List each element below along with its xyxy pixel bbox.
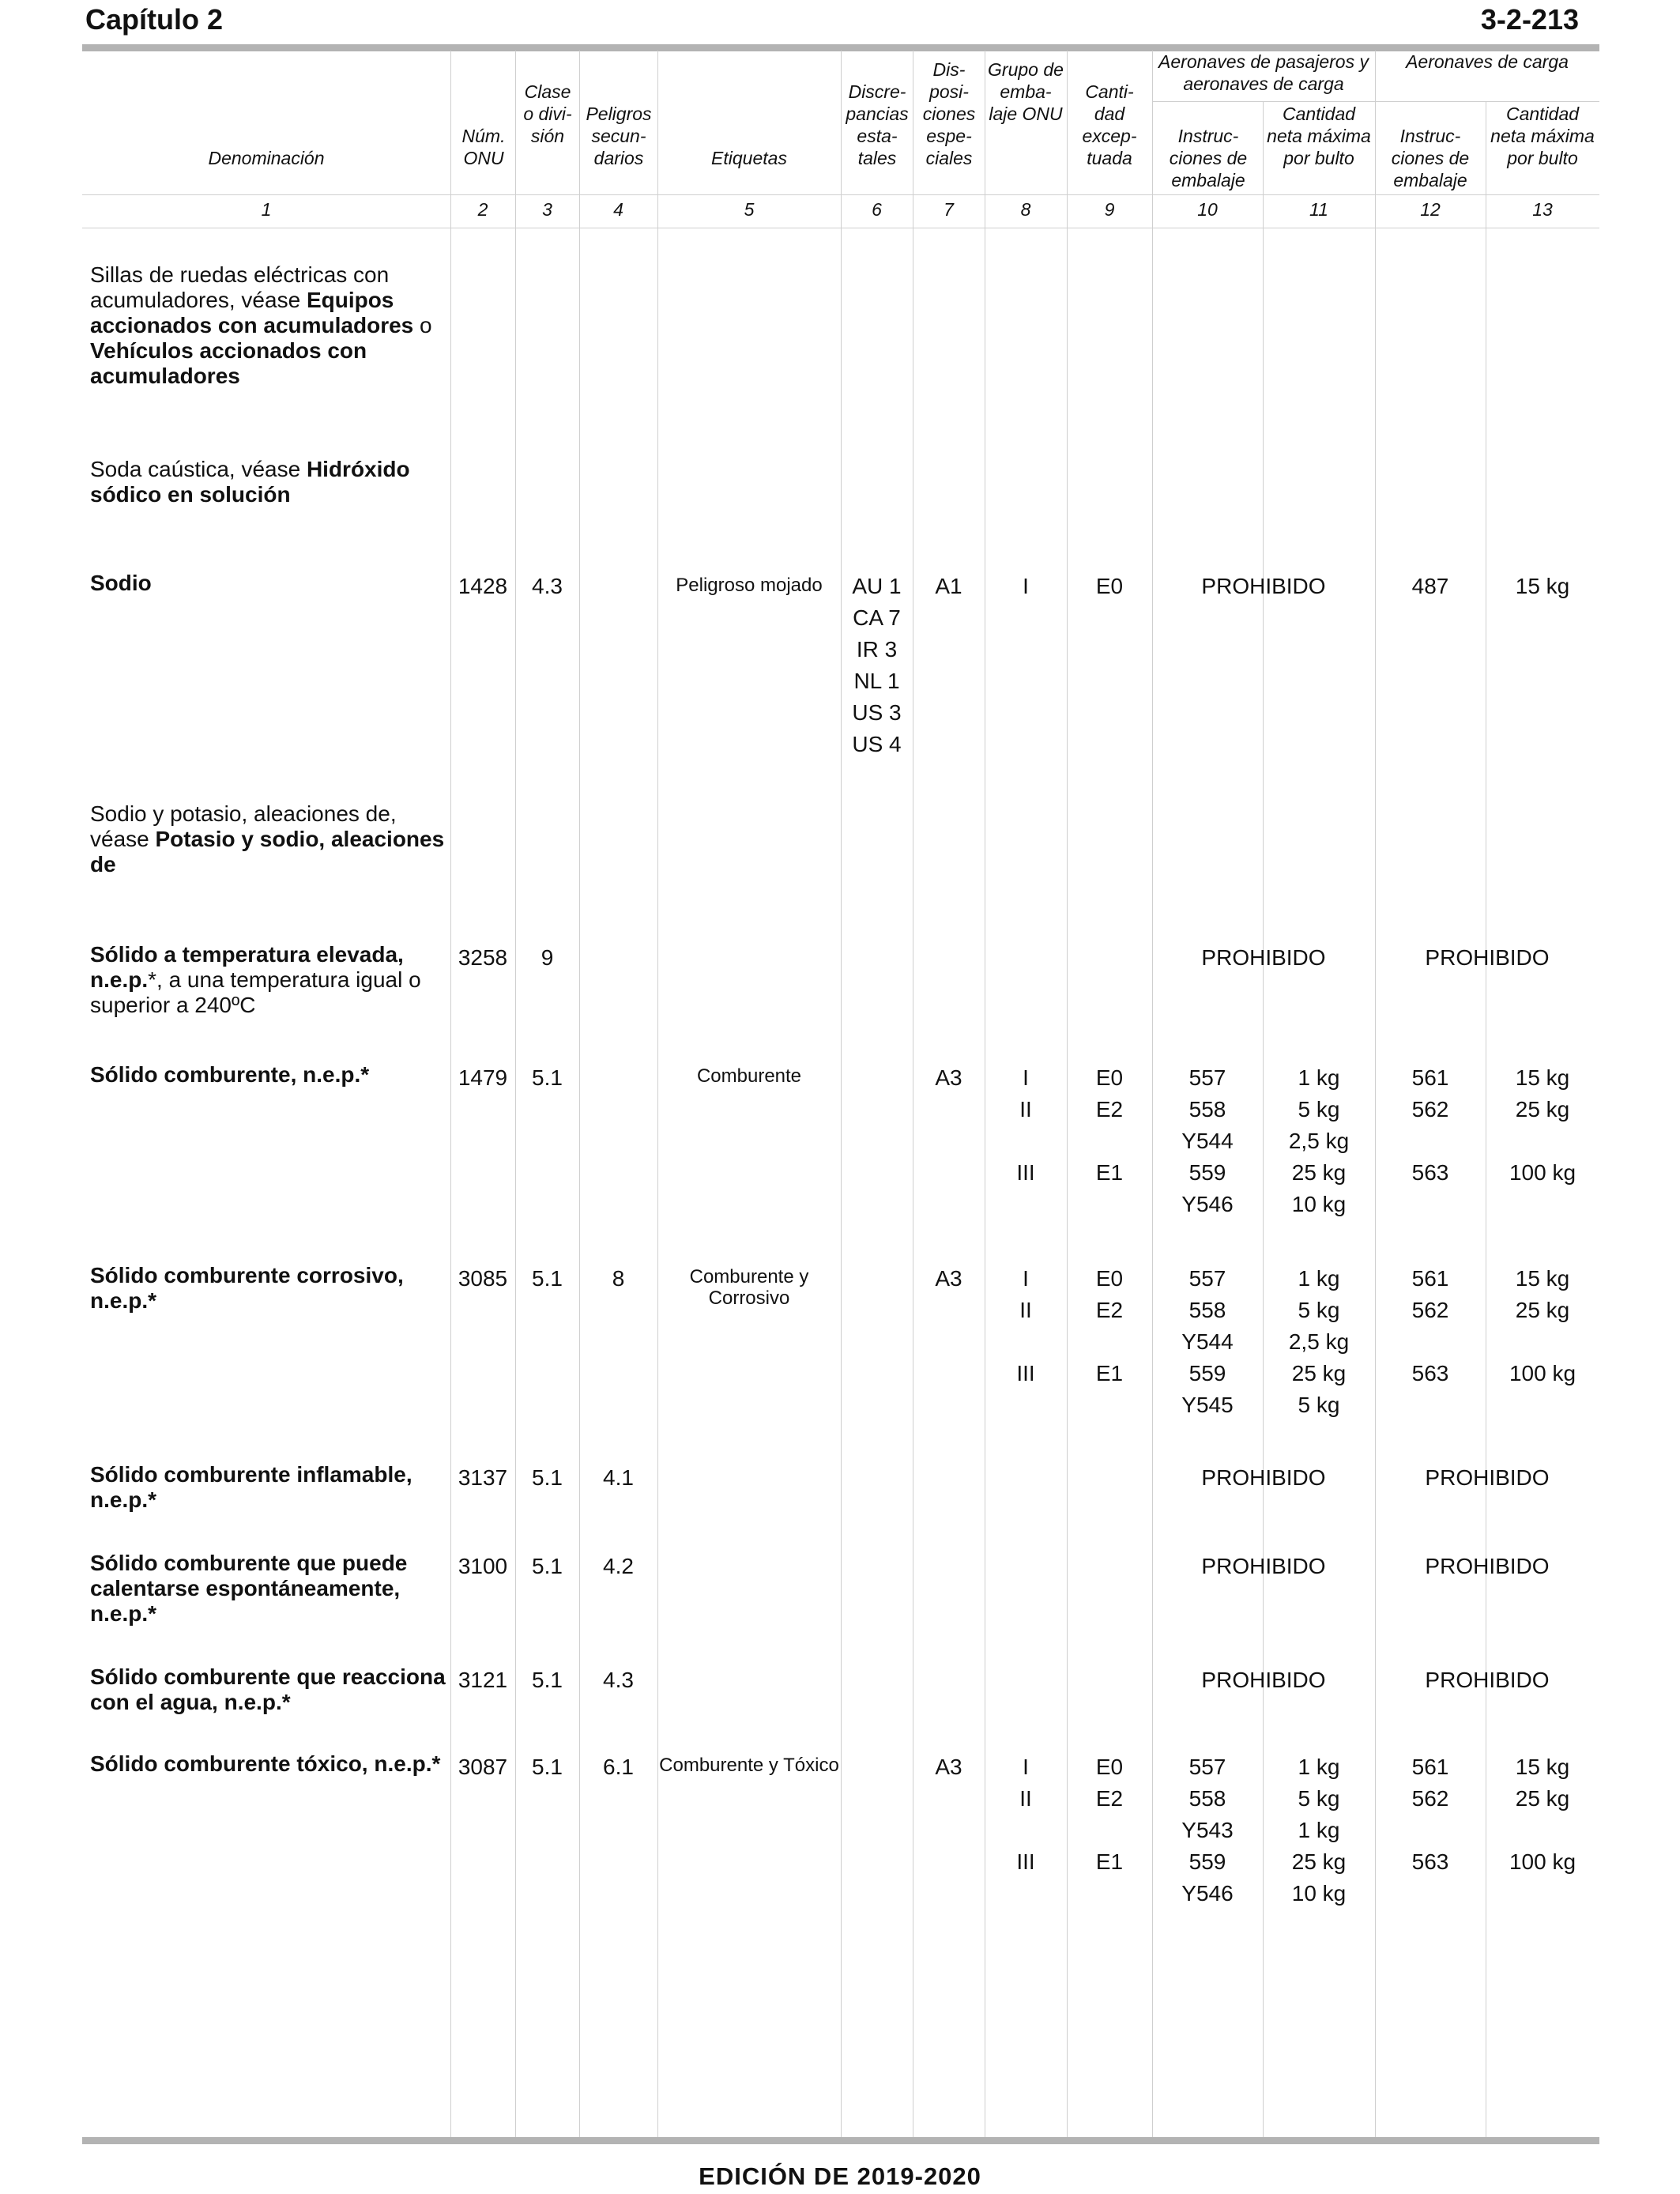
solido-temp-pasajeros-prohibido: PROHIBIDO bbox=[1201, 945, 1326, 970]
comb-cal-peligros: 4.2 bbox=[603, 1554, 634, 1578]
col-number: 10 bbox=[1197, 199, 1218, 220]
page-number: 3-2-213 bbox=[1480, 3, 1579, 36]
comb-agua-peligros: 4.3 bbox=[603, 1668, 634, 1692]
comb-corr-pasajeros-cantidad: 1 kg 5 kg 2,5 kg 25 kg 5 kg bbox=[1288, 1266, 1350, 1417]
comb-infl-peligros: 4.1 bbox=[603, 1465, 634, 1490]
col-divider bbox=[657, 51, 658, 2137]
sodio-carga-instrucciones: 487 bbox=[1411, 574, 1449, 598]
col-header-denominacion: Denominación bbox=[208, 148, 325, 168]
comb-carga-instrucciones: 561 562 563 bbox=[1411, 1065, 1449, 1185]
bottom-rule bbox=[82, 2137, 1599, 2144]
comb-infl-un: 3137 bbox=[458, 1465, 508, 1490]
col-header-etiquetas: Etiquetas bbox=[711, 148, 787, 168]
comb-tox-pasajeros-instrucciones: 557 558 Y543 559 Y546 bbox=[1181, 1755, 1234, 1906]
col-number: 2 bbox=[477, 199, 488, 220]
comb-infl-clase: 5.1 bbox=[532, 1465, 563, 1490]
edition-footer: EDICIÓN DE 2019-2020 bbox=[699, 2162, 981, 2190]
comb-agua-un: 3121 bbox=[458, 1668, 508, 1692]
col-number: 11 bbox=[1309, 199, 1328, 220]
col-divider bbox=[579, 51, 580, 2137]
comb-tox-carga-instrucciones: 561 562 563 bbox=[1411, 1755, 1449, 1874]
comb-corr-pasajeros-instrucciones: 557 558 Y544 559 Y545 bbox=[1181, 1266, 1234, 1417]
col-header-disposiciones: Dis- posi- ciones espe- ciales bbox=[922, 59, 976, 168]
entry-sodio-denominacion: Sodio bbox=[90, 571, 152, 595]
col-header-discrepancias: Discre- pancias esta- tales bbox=[846, 81, 909, 168]
chapter-title: Capítulo 2 bbox=[85, 3, 224, 36]
comb-corr-clase: 5.1 bbox=[532, 1266, 563, 1291]
sodio-carga-cantidad: 15 kg bbox=[1515, 574, 1570, 598]
sodio-disposiciones: A1 bbox=[935, 574, 962, 598]
entry-comb-infl-denominacion: Sólido comburente inflamable, n.e.p.* bbox=[90, 1462, 412, 1512]
comb-pasajeros-instrucciones: 557 558 Y544 559 Y546 bbox=[1181, 1065, 1234, 1216]
entry-comb-corr-denominacion: Sólido comburente corrosivo, n.e.p.* bbox=[90, 1263, 404, 1313]
col-number: 9 bbox=[1104, 199, 1115, 220]
col-number: 12 bbox=[1420, 199, 1441, 220]
col-number: 7 bbox=[944, 199, 954, 220]
col-header-num-onu: Núm. ONU bbox=[461, 126, 506, 168]
comb-tox-cantidad-exceptuada: E0 E2 E1 bbox=[1095, 1755, 1124, 1874]
comb-tox-etiqueta: Comburente y Tóxico bbox=[659, 1755, 839, 1776]
comb-agua-clase: 5.1 bbox=[532, 1668, 563, 1692]
comb-infl-carga-prohibido: PROHIBIDO bbox=[1425, 1465, 1550, 1490]
entry-solido-temp-denominacion: Sólido a temperatura elevada, n.e.p.*, a una temperatura igual o superior a 240ºC bbox=[90, 942, 421, 1017]
col-header-grupo-embalaje: Grupo de emba- laje ONU bbox=[988, 59, 1064, 124]
comb-clase: 5.1 bbox=[532, 1065, 563, 1090]
comb-tox-pasajeros-cantidad: 1 kg 5 kg 1 kg 25 kg 10 kg bbox=[1291, 1755, 1347, 1906]
sodio-grupo: I bbox=[1023, 574, 1029, 598]
entry-comb-tox-denominacion: Sólido comburente tóxico, n.e.p.* bbox=[90, 1751, 441, 1776]
col-header-cantidad-exceptuada: Canti- dad excep- tuada bbox=[1082, 81, 1137, 168]
comb-disposiciones: A3 bbox=[935, 1065, 962, 1090]
col-header-instrucciones-pasajeros: Instruc- ciones de embalaje bbox=[1169, 126, 1248, 190]
sodio-discrepancias: AU 1 CA 7 IR 3 NL 1 US 3 US 4 bbox=[852, 574, 902, 756]
col-header-cantidad-carga: Cantidad neta máxima por bulto bbox=[1490, 104, 1595, 168]
comb-corr-carga-cantidad: 15 kg 25 kg 100 kg bbox=[1509, 1266, 1576, 1385]
comb-corr-etiqueta: Comburente y Corrosivo bbox=[689, 1266, 809, 1309]
col-divider bbox=[450, 51, 451, 2137]
entry-sillas-denominacion: Sillas de ruedas eléctricas con acumuladores, véase Equipos accionados con acumuladores o Vehículos accionados con acumuladores bbox=[90, 262, 432, 388]
comb-corr-disposiciones: A3 bbox=[935, 1266, 962, 1291]
comb-tox-un: 3087 bbox=[458, 1755, 508, 1779]
col-divider bbox=[515, 51, 516, 2137]
comb-infl-pasajeros-prohibido: PROHIBIDO bbox=[1201, 1465, 1326, 1490]
col-number: 6 bbox=[872, 199, 882, 220]
sodio-etiqueta: Peligroso mojado bbox=[676, 575, 823, 596]
entry-comb-denominacion: Sólido comburente, n.e.p.* bbox=[90, 1062, 370, 1087]
comb-tox-clase: 5.1 bbox=[532, 1755, 563, 1779]
header-divider bbox=[82, 194, 1599, 195]
sodio-clase: 4.3 bbox=[532, 574, 563, 598]
col-number: 5 bbox=[744, 199, 755, 220]
solido-temp-clase: 9 bbox=[541, 945, 554, 970]
comb-corr-grupo: I II III bbox=[1016, 1266, 1035, 1385]
solido-temp-carga-prohibido: PROHIBIDO bbox=[1425, 945, 1550, 970]
comb-grupo: I II III bbox=[1016, 1065, 1035, 1185]
comb-tox-disposiciones: A3 bbox=[935, 1755, 962, 1779]
group-header-cargo: Aeronaves de carga bbox=[1406, 51, 1569, 72]
comb-un: 1479 bbox=[458, 1065, 508, 1090]
comb-tox-peligros: 6.1 bbox=[603, 1755, 634, 1779]
comb-agua-carga-prohibido: PROHIBIDO bbox=[1425, 1668, 1550, 1692]
col-number: 1 bbox=[261, 199, 272, 220]
entry-soda-denominacion: Soda caústica, véase Hidróxido sódico en solución bbox=[90, 457, 410, 507]
entry-sodio-potasio-denominacion: Sodio y potasio, aleaciones de, véase Potasio y sodio, aleaciones de bbox=[90, 801, 445, 876]
comb-cal-un: 3100 bbox=[458, 1554, 508, 1578]
col-number: 3 bbox=[542, 199, 552, 220]
sodio-cantidad-exceptuada: E0 bbox=[1095, 574, 1124, 598]
comb-pasajeros-cantidad: 1 kg 5 kg 2,5 kg 25 kg 10 kg bbox=[1288, 1065, 1350, 1216]
col-header-instrucciones-carga: Instruc- ciones de embalaje bbox=[1391, 126, 1470, 190]
group-divider bbox=[1152, 101, 1599, 102]
comb-cantidad-exceptuada: E0 E2 E1 bbox=[1095, 1065, 1124, 1185]
col-number: 13 bbox=[1532, 199, 1553, 220]
comb-corr-carga-instrucciones: 561 562 563 bbox=[1411, 1266, 1449, 1385]
solido-temp-un: 3258 bbox=[458, 945, 508, 970]
col-header-peligros: Peligros secun- darios bbox=[586, 104, 652, 168]
comb-corr-cantidad-exceptuada: E0 E2 E1 bbox=[1095, 1266, 1124, 1385]
comb-tox-grupo: I II III bbox=[1016, 1755, 1035, 1874]
comb-corr-un: 3085 bbox=[458, 1266, 508, 1291]
comb-cal-clase: 5.1 bbox=[532, 1554, 563, 1578]
entry-comb-agua-denominacion: Sólido comburente que reacciona con el agua, n.e.p.* bbox=[90, 1664, 446, 1714]
col-header-cantidad-pasajeros: Cantidad neta máxima por bulto bbox=[1267, 104, 1371, 168]
sodio-un: 1428 bbox=[458, 574, 508, 598]
col-header-clase: Clase o divi- sión bbox=[523, 81, 572, 146]
col-number: 4 bbox=[613, 199, 623, 220]
col-number: 8 bbox=[1020, 199, 1031, 220]
comb-tox-carga-cantidad: 15 kg 25 kg 100 kg bbox=[1509, 1755, 1576, 1874]
col-divider bbox=[841, 51, 842, 2137]
entry-comb-cal-denominacion: Sólido comburente que puede calentarse espontáneamente, n.e.p.* bbox=[90, 1551, 408, 1626]
comb-etiqueta: Comburente bbox=[696, 1065, 802, 1087]
comb-cal-pasajeros-prohibido: PROHIBIDO bbox=[1201, 1554, 1326, 1578]
sodio-pasajeros-prohibido: PROHIBIDO bbox=[1201, 574, 1326, 598]
comb-corr-peligros: 8 bbox=[612, 1266, 625, 1291]
group-header-passenger: Aeronaves de pasajeros y aeronaves de carga bbox=[1158, 51, 1369, 94]
comb-agua-pasajeros-prohibido: PROHIBIDO bbox=[1201, 1668, 1326, 1692]
comb-cal-carga-prohibido: PROHIBIDO bbox=[1425, 1554, 1550, 1578]
comb-carga-cantidad: 15 kg 25 kg 100 kg bbox=[1509, 1065, 1576, 1185]
